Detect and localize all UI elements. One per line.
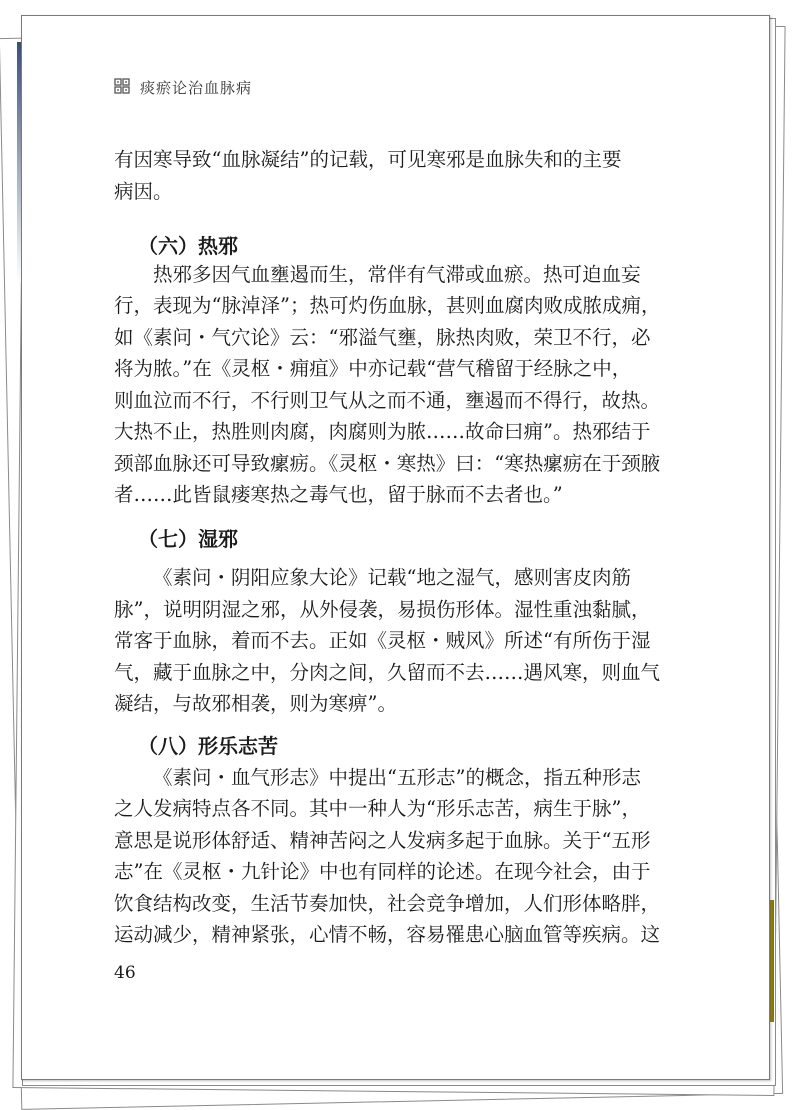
text-line: 如《素问・气穴论》云：“邪溢气壅，脉热肉败，荣卫不行，必	[114, 326, 651, 349]
text-line: 志”在《灵枢・九针论》中也有同样的论述。在现今社会，由于	[114, 860, 651, 883]
text-line: 病因。	[114, 180, 173, 203]
text-line: 常客于血脉，着而不去。正如《灵枢・贼风》所述“有所伤于湿	[114, 629, 651, 652]
text-line: 意思是说形体舒适、精神苦闷之人发病多起于血脉。关于“五形	[114, 829, 651, 852]
text-line: 大热不止，热胜则肉腐，肉腐则为脓……故命曰痈”。热邪结于	[114, 420, 651, 443]
text-line: 气，藏于血脉之中，分肉之间，久留而不去……遇风寒，则血气	[114, 661, 661, 684]
knot-ornament-icon	[114, 78, 130, 98]
text-line: 饮食结构改变，生活节奏加快，社会竞争增加，人们形体略胖，	[114, 892, 661, 915]
text-line: 颈部血脉还可导致瘰疬。《灵枢・寒热》曰：“寒热瘰疬在于颈腋	[114, 452, 661, 475]
page-number: 46	[114, 963, 136, 983]
text-line: 脉”，说明阴湿之邪，从外侵袭，易损伤形体。湿性重浊黏腻，	[114, 598, 651, 621]
text-line: 之人发病特点各不同。其中一种人为“形乐志苦，病生于脉”，	[114, 797, 641, 820]
text-line: 有因寒导致“血脉凝结”的记载，可见寒邪是血脉失和的主要	[114, 148, 622, 171]
book-page	[21, 15, 770, 1080]
section-heading: （七）湿邪	[138, 527, 238, 551]
text-line: 行，表现为“脉淖泽”；热可灼伤血脉，甚则血腐肉败成脓成痈，	[114, 294, 661, 317]
text-line: 《素问・阴阳应象大论》记载“地之湿气，感则害皮肉筋	[153, 566, 631, 589]
text-line: 则血泣而不行，不行则卫气从之而不通，壅遏而不得行，故热。	[114, 389, 661, 412]
section-heading: （六）热邪	[138, 234, 238, 258]
text-line: 凝结，与故邪相袭，则为寒痹”。	[114, 692, 397, 715]
text-line: 《素问・血气形志》中提出“五形志”的概念，指五种形志	[153, 766, 641, 789]
running-header	[114, 77, 252, 98]
text-line: 者……此皆鼠瘘寒热之毒气也，留于脉而不去者也。”	[114, 483, 563, 506]
text-line: 运动减少，精神紧张，心情不畅，容易罹患心脑血管等疾病。这	[114, 923, 661, 946]
text-line: 热邪多因气血壅遏而生，常伴有气滞或血瘀。热可迫血妄	[153, 263, 641, 286]
section-heading: （八）形乐志苦	[138, 734, 278, 758]
book-title: 痰瘀论治血脉病	[140, 79, 253, 97]
text-line: 将为脓。”在《灵枢・痈疽》中亦记载“营气稽留于经脉之中，	[114, 357, 632, 380]
